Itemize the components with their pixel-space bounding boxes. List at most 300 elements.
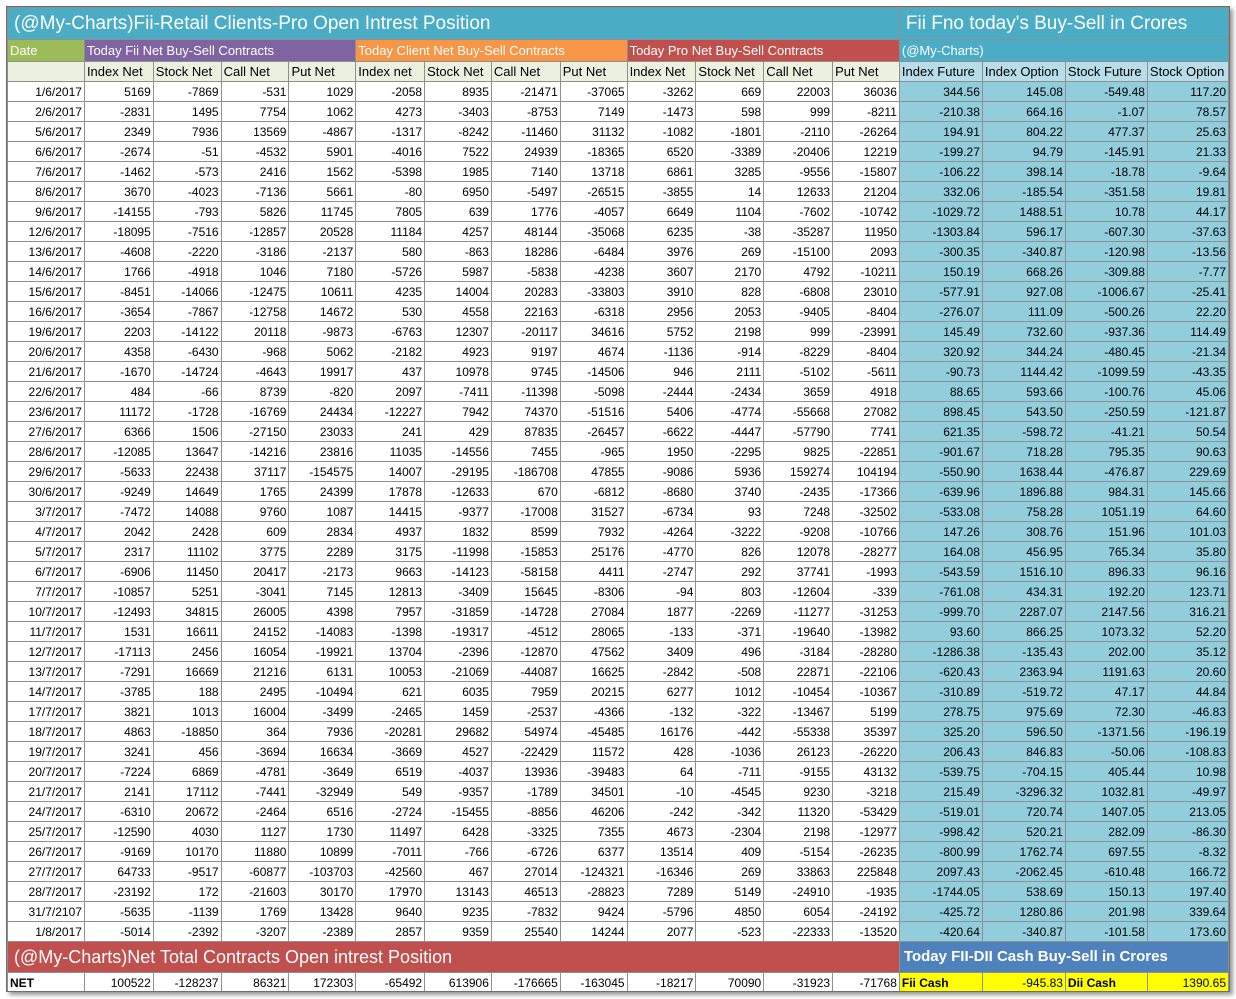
value-cell: 3670 <box>84 182 153 202</box>
value-cell: 6520 <box>627 142 696 162</box>
value-cell: -9377 <box>425 502 492 522</box>
value-cell: -32502 <box>833 502 900 522</box>
value-cell: -4512 <box>491 622 560 642</box>
value-cell: 477.37 <box>1065 122 1147 142</box>
value-cell: 13143 <box>425 882 492 902</box>
value-cell: -46.83 <box>1147 702 1228 722</box>
value-cell: 9359 <box>425 922 492 942</box>
value-cell: 23033 <box>289 422 356 442</box>
value-cell: 3740 <box>696 482 764 502</box>
value-cell: 2956 <box>627 302 696 322</box>
value-cell: 621 <box>356 682 425 702</box>
value-cell: 7289 <box>627 882 696 902</box>
value-cell: 104194 <box>833 462 900 482</box>
value-cell: -35287 <box>764 222 833 242</box>
value-cell: -2389 <box>289 922 356 942</box>
value-cell: 151.96 <box>1065 522 1147 542</box>
net-value-cell: -176665 <box>491 973 560 993</box>
value-cell: -185.54 <box>982 182 1065 202</box>
value-cell: 16004 <box>221 702 289 722</box>
value-cell: 4358 <box>84 342 153 362</box>
value-cell: 621.35 <box>899 422 982 442</box>
value-cell: 11172 <box>84 402 153 422</box>
date-cell: 7/7/2017 <box>8 582 85 602</box>
table-row <box>8 282 1229 302</box>
value-cell: 428 <box>627 742 696 762</box>
value-cell: -7291 <box>84 662 153 682</box>
value-cell: -94 <box>627 582 696 602</box>
table-row <box>8 262 1229 282</box>
value-cell: 6649 <box>627 202 696 222</box>
value-cell: -4057 <box>560 202 627 222</box>
value-cell: -442 <box>696 722 764 742</box>
table-row <box>8 642 1229 662</box>
value-cell: -1744.05 <box>899 882 982 902</box>
value-cell: 6366 <box>84 422 153 442</box>
column-header: Stock Option <box>1147 62 1228 82</box>
value-cell: 10899 <box>289 842 356 862</box>
value-cell: 22871 <box>764 662 833 682</box>
value-cell: 34501 <box>560 782 627 802</box>
value-cell: -7869 <box>153 82 221 102</box>
value-cell: 206.43 <box>899 742 982 762</box>
value-cell: 344.24 <box>982 342 1065 362</box>
value-cell: 12219 <box>833 142 900 162</box>
value-cell: -2831 <box>84 102 153 122</box>
table-row <box>8 122 1229 142</box>
value-cell: -2182 <box>356 342 425 362</box>
value-cell: -508 <box>696 662 764 682</box>
value-cell: 520.21 <box>982 822 1065 842</box>
value-cell: -15455 <box>425 802 492 822</box>
value-cell: -17113 <box>84 642 153 662</box>
value-cell: -25.41 <box>1147 282 1228 302</box>
value-cell: 12078 <box>764 542 833 562</box>
value-cell: 22163 <box>491 302 560 322</box>
value-cell: -28823 <box>560 882 627 902</box>
value-cell: 984.31 <box>1065 482 1147 502</box>
value-cell: 10.78 <box>1065 202 1147 222</box>
value-cell: -2220 <box>153 242 221 262</box>
value-cell: -7441 <box>221 782 289 802</box>
value-cell: 282.09 <box>1065 822 1147 842</box>
table-row <box>8 202 1229 222</box>
value-cell: -13.56 <box>1147 242 1228 262</box>
value-cell: 78.57 <box>1147 102 1228 122</box>
table-row <box>8 622 1229 642</box>
value-cell: -3409 <box>425 582 492 602</box>
value-cell: 2495 <box>221 682 289 702</box>
value-cell: 5406 <box>627 402 696 422</box>
value-cell: 9663 <box>356 562 425 582</box>
value-cell: 866.25 <box>982 622 1065 642</box>
value-cell: -4447 <box>696 422 764 442</box>
value-cell: -12590 <box>84 822 153 842</box>
value-cell: -14724 <box>153 362 221 382</box>
value-cell: 538.69 <box>982 882 1065 902</box>
value-cell: 434.31 <box>982 582 1065 602</box>
value-cell: -145.91 <box>1065 142 1147 162</box>
value-cell: -800.99 <box>899 842 982 862</box>
value-cell: -26220 <box>833 742 900 762</box>
value-cell: 10170 <box>153 842 221 862</box>
value-cell: -8451 <box>84 282 153 302</box>
value-cell: 718.28 <box>982 442 1065 462</box>
value-cell: -1670 <box>84 362 153 382</box>
value-cell: 17878 <box>356 482 425 502</box>
net-value-cell: 70090 <box>696 973 764 993</box>
value-cell: 1062 <box>289 102 356 122</box>
table-row <box>8 542 1229 562</box>
value-cell: 11880 <box>221 842 289 862</box>
value-cell: -26457 <box>560 422 627 442</box>
sheet-title: (@My-Charts)Fii-Retail Clients-Pro Open Intrest Position <box>8 8 900 40</box>
value-cell: -108.83 <box>1147 742 1228 762</box>
table-row <box>8 782 1229 802</box>
value-cell: 803 <box>696 582 764 602</box>
value-cell: 45.06 <box>1147 382 1228 402</box>
table-row <box>8 222 1229 242</box>
value-cell: -3785 <box>84 682 153 702</box>
value-cell: 3285 <box>696 162 764 182</box>
value-cell: -4918 <box>153 262 221 282</box>
value-cell: 668.26 <box>982 262 1065 282</box>
value-cell: 2857 <box>356 922 425 942</box>
value-cell: -60877 <box>221 862 289 882</box>
net-value-cell: -163045 <box>560 973 627 993</box>
fno-subtitle: (@My-Charts) <box>899 40 1228 62</box>
value-cell: -31859 <box>425 602 492 622</box>
value-cell: 1562 <box>289 162 356 182</box>
value-cell: -5726 <box>356 262 425 282</box>
date-cell: 28/7/2017 <box>8 882 85 902</box>
value-cell: -2465 <box>356 702 425 722</box>
value-cell: -5098 <box>560 382 627 402</box>
date-cell: 26/7/2017 <box>8 842 85 862</box>
value-cell: -9249 <box>84 482 153 502</box>
value-cell: -9086 <box>627 462 696 482</box>
value-cell: -22851 <box>833 442 900 462</box>
value-cell: -2674 <box>84 142 153 162</box>
value-cell: 437 <box>356 362 425 382</box>
value-cell: 1104 <box>696 202 764 222</box>
value-cell: 27084 <box>560 602 627 622</box>
value-cell: -20406 <box>764 142 833 162</box>
value-cell: -12227 <box>356 402 425 422</box>
value-cell: 7355 <box>560 822 627 842</box>
value-cell: 24399 <box>289 482 356 502</box>
value-cell: 5752 <box>627 322 696 342</box>
value-cell: -2304 <box>696 822 764 842</box>
value-cell: 639 <box>425 202 492 222</box>
value-cell: 543.50 <box>982 402 1065 422</box>
date-cell: 25/7/2017 <box>8 822 85 842</box>
column-header: Stock Net <box>425 62 492 82</box>
value-cell: 24939 <box>491 142 560 162</box>
net-label: NET <box>8 973 85 993</box>
table-row <box>8 302 1229 322</box>
value-cell: 999 <box>764 102 833 122</box>
value-cell: -7411 <box>425 382 492 402</box>
date-cell: 5/6/2017 <box>8 122 85 142</box>
value-cell: -4023 <box>153 182 221 202</box>
value-cell: 4923 <box>425 342 492 362</box>
value-cell: 2093 <box>833 242 900 262</box>
value-cell: 35.80 <box>1147 542 1228 562</box>
value-cell: 846.83 <box>982 742 1065 762</box>
value-cell: 150.13 <box>1065 882 1147 902</box>
value-cell: -10494 <box>289 682 356 702</box>
value-cell: 192.20 <box>1065 582 1147 602</box>
value-cell: -2444 <box>627 382 696 402</box>
value-cell: 47855 <box>560 462 627 482</box>
date-cell: 7/6/2017 <box>8 162 85 182</box>
value-cell: -549.48 <box>1065 82 1147 102</box>
value-cell: -8404 <box>833 342 900 362</box>
table-row <box>8 242 1229 262</box>
date-group-header: Date <box>8 40 85 62</box>
value-cell: -14728 <box>491 602 560 622</box>
value-cell: -44087 <box>491 662 560 682</box>
value-cell: -420.64 <box>899 922 982 942</box>
column-header: Stock Net <box>153 62 221 82</box>
value-cell: -37.63 <box>1147 222 1228 242</box>
table-row <box>8 722 1229 742</box>
value-cell: 4235 <box>356 282 425 302</box>
value-cell: 6054 <box>764 902 833 922</box>
value-cell: -14216 <box>221 442 289 462</box>
value-cell: -607.30 <box>1065 222 1147 242</box>
value-cell: -3389 <box>696 142 764 162</box>
value-cell: 11184 <box>356 222 425 242</box>
table-row <box>8 702 1229 722</box>
value-cell: 5169 <box>84 82 153 102</box>
value-cell: 14088 <box>153 502 221 522</box>
value-cell: 927.08 <box>982 282 1065 302</box>
value-cell: 23010 <box>833 282 900 302</box>
value-cell: -3296.32 <box>982 782 1065 802</box>
value-cell: 7957 <box>356 602 425 622</box>
value-cell: -8306 <box>560 582 627 602</box>
spreadsheet <box>6 6 1230 992</box>
value-cell: -8.32 <box>1147 842 1228 862</box>
value-cell: -539.75 <box>899 762 982 782</box>
value-cell: -9208 <box>764 522 833 542</box>
value-cell: -9556 <box>764 162 833 182</box>
value-cell: -39483 <box>560 762 627 782</box>
value-cell: 9197 <box>491 342 560 362</box>
value-cell: 7145 <box>289 582 356 602</box>
value-cell: 90.63 <box>1147 442 1228 462</box>
net-value-cell: -71768 <box>833 973 900 993</box>
value-cell: 13718 <box>560 162 627 182</box>
value-cell: -4770 <box>627 542 696 562</box>
value-cell: -133 <box>627 622 696 642</box>
value-cell: 467 <box>425 862 492 882</box>
value-cell: 1765 <box>221 482 289 502</box>
value-cell: -4608 <box>84 242 153 262</box>
value-cell: -17008 <box>491 502 560 522</box>
value-cell: 9424 <box>560 902 627 922</box>
value-cell: -10211 <box>833 262 900 282</box>
column-header: Index Future <box>899 62 982 82</box>
value-cell: -598.72 <box>982 422 1065 442</box>
value-cell: -10766 <box>833 522 900 542</box>
value-cell: 1407.05 <box>1065 802 1147 822</box>
value-cell: -1935 <box>833 882 900 902</box>
value-cell: -13467 <box>764 702 833 722</box>
value-cell: 2349 <box>84 122 153 142</box>
value-cell: 50.54 <box>1147 422 1228 442</box>
table-row <box>8 502 1229 522</box>
value-cell: 30170 <box>289 882 356 902</box>
date-cell: 30/6/2017 <box>8 482 85 502</box>
date-cell: 27/7/2017 <box>8 862 85 882</box>
value-cell: -5796 <box>627 902 696 922</box>
value-cell: 9745 <box>491 362 560 382</box>
value-cell: 4558 <box>425 302 492 322</box>
date-cell: 12/7/2017 <box>8 642 85 662</box>
value-cell: -135.43 <box>982 642 1065 662</box>
table-row <box>8 662 1229 682</box>
value-cell: -711 <box>696 762 764 782</box>
value-cell: 229.69 <box>1147 462 1228 482</box>
value-cell: 12633 <box>764 182 833 202</box>
value-cell: 1506 <box>153 422 221 442</box>
value-cell: 117.20 <box>1147 82 1228 102</box>
value-cell: -196.19 <box>1147 722 1228 742</box>
value-cell: -199.27 <box>899 142 982 162</box>
value-cell: 20215 <box>560 682 627 702</box>
value-cell: 1051.19 <box>1065 502 1147 522</box>
value-cell: 225848 <box>833 862 900 882</box>
value-cell: -610.48 <box>1065 862 1147 882</box>
value-cell: -7.77 <box>1147 262 1228 282</box>
fno-title: Fii Fno today's Buy-Sell in Crores <box>899 8 1228 40</box>
value-cell: -43.35 <box>1147 362 1228 382</box>
value-cell: -37065 <box>560 82 627 102</box>
value-cell: -33803 <box>560 282 627 302</box>
value-cell: 11035 <box>356 442 425 462</box>
value-cell: -9169 <box>84 842 153 862</box>
column-header: Put Net <box>833 62 900 82</box>
value-cell: -21603 <box>221 882 289 902</box>
date-col-header <box>8 62 85 82</box>
fii-group-header: Today Fii Net Buy-Sell Contracts <box>84 40 355 62</box>
value-cell: -5102 <box>764 362 833 382</box>
date-cell: 24/7/2017 <box>8 802 85 822</box>
value-cell: -154575 <box>289 462 356 482</box>
value-cell: 5062 <box>289 342 356 362</box>
value-cell: -250.59 <box>1065 402 1147 422</box>
value-cell: -351.58 <box>1065 182 1147 202</box>
value-cell: -1036 <box>696 742 764 762</box>
value-cell: -3207 <box>221 922 289 942</box>
value-cell: -322 <box>696 702 764 722</box>
value-cell: 2097 <box>356 382 425 402</box>
table-row <box>8 82 1229 102</box>
value-cell: 64 <box>627 762 696 782</box>
table-row <box>8 162 1229 182</box>
value-cell: -937.36 <box>1065 322 1147 342</box>
value-cell: 16054 <box>221 642 289 662</box>
value-cell: -6906 <box>84 562 153 582</box>
value-cell: -3855 <box>627 182 696 202</box>
value-cell: -1006.67 <box>1065 282 1147 302</box>
value-cell: -22106 <box>833 662 900 682</box>
value-cell: -4774 <box>696 402 764 422</box>
value-cell: -9155 <box>764 762 833 782</box>
value-cell: 10.98 <box>1147 762 1228 782</box>
value-cell: 278.75 <box>899 702 982 722</box>
value-cell: 172 <box>153 882 221 902</box>
date-cell: 3/7/2017 <box>8 502 85 522</box>
value-cell: -103703 <box>289 862 356 882</box>
value-cell: 2363.94 <box>982 662 1065 682</box>
value-cell: 22003 <box>764 82 833 102</box>
value-cell: 308.76 <box>982 522 1065 542</box>
value-cell: -16346 <box>627 862 696 882</box>
date-cell: 13/6/2017 <box>8 242 85 262</box>
value-cell: 6277 <box>627 682 696 702</box>
value-cell: -863 <box>425 242 492 262</box>
column-header: Stock Net <box>696 62 764 82</box>
value-cell: 4398 <box>289 602 356 622</box>
value-cell: 2203 <box>84 322 153 342</box>
value-cell: -276.07 <box>899 302 982 322</box>
column-header: Put Net <box>289 62 356 82</box>
value-cell: 2416 <box>221 162 289 182</box>
value-cell: 409 <box>696 842 764 862</box>
value-cell: -8680 <box>627 482 696 502</box>
value-cell: -26235 <box>833 842 900 862</box>
value-cell: -1029.72 <box>899 202 982 222</box>
value-cell: 7522 <box>425 142 492 162</box>
value-cell: 405.44 <box>1065 762 1147 782</box>
value-cell: -7011 <box>356 842 425 862</box>
value-cell: 22.20 <box>1147 302 1228 322</box>
value-cell: -1136 <box>627 342 696 362</box>
value-cell: -550.90 <box>899 462 982 482</box>
column-header: Index Net <box>84 62 153 82</box>
value-cell: 25176 <box>560 542 627 562</box>
value-cell: 2170 <box>696 262 764 282</box>
value-cell: -2747 <box>627 562 696 582</box>
value-cell: -5611 <box>833 362 900 382</box>
value-cell: -5838 <box>491 262 560 282</box>
value-cell: -820 <box>289 382 356 402</box>
value-cell: 3241 <box>84 742 153 762</box>
value-cell: 2289 <box>289 542 356 562</box>
value-cell: -121.87 <box>1147 402 1228 422</box>
value-cell: -3041 <box>221 582 289 602</box>
value-cell: 215.49 <box>899 782 982 802</box>
value-cell: 344.56 <box>899 82 982 102</box>
column-header: Index Option <box>982 62 1065 82</box>
value-cell: 6377 <box>560 842 627 862</box>
value-cell: 898.45 <box>899 402 982 422</box>
value-cell: 3821 <box>84 702 153 722</box>
value-cell: 1776 <box>491 202 560 222</box>
value-cell: -5154 <box>764 842 833 862</box>
value-cell: 2287.07 <box>982 602 1065 622</box>
value-cell: 7959 <box>491 682 560 702</box>
value-cell: 5987 <box>425 262 492 282</box>
value-cell: 975.69 <box>982 702 1065 722</box>
table-row <box>8 322 1229 342</box>
value-cell: 1762.74 <box>982 842 1065 862</box>
value-cell: -3184 <box>764 642 833 662</box>
